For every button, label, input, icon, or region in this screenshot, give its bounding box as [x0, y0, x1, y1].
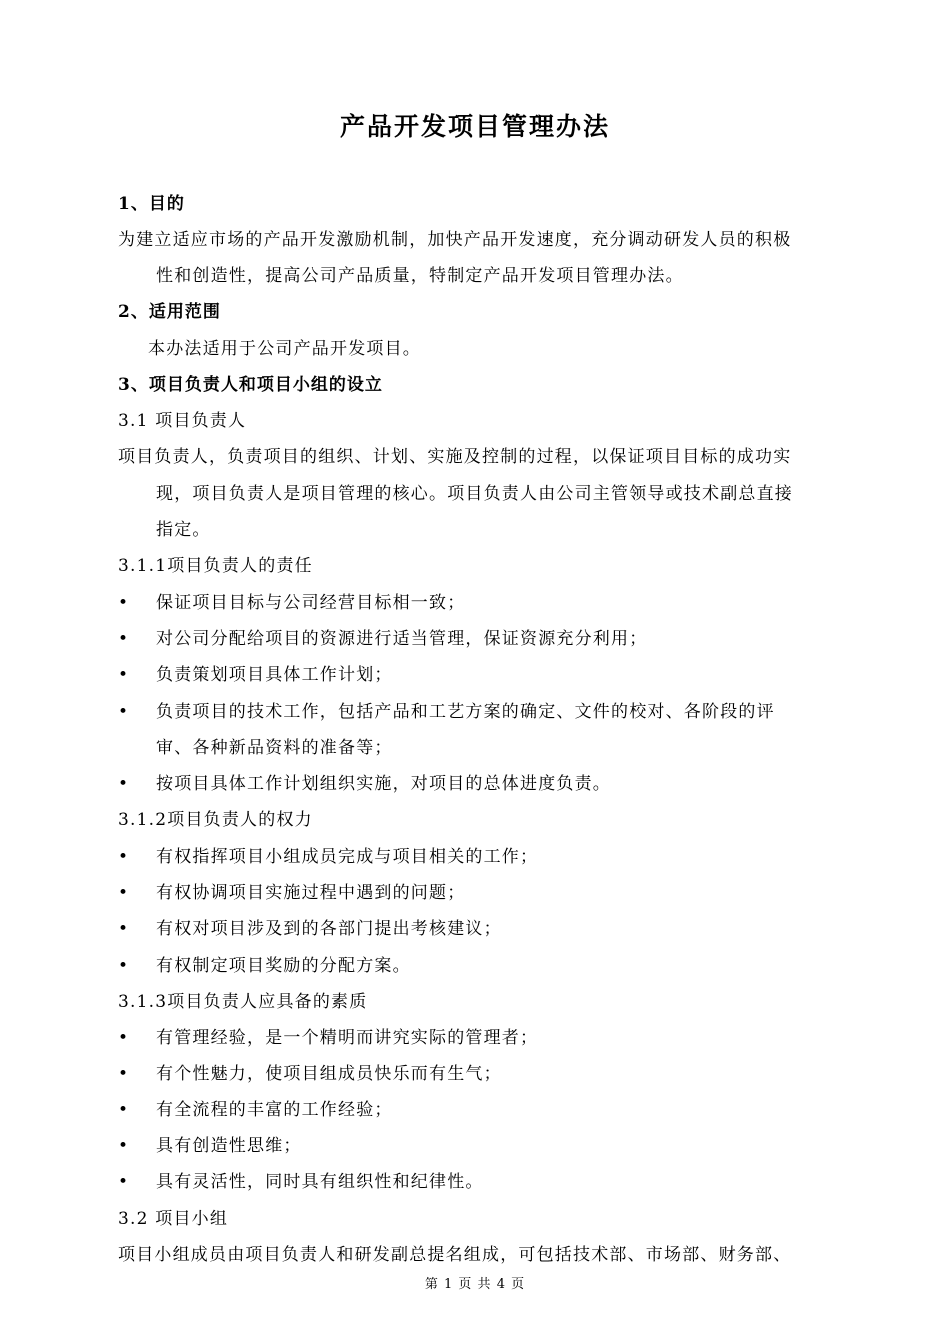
bullet-icon: • [118, 702, 129, 722]
bullet-icon: • [118, 629, 129, 649]
list-item: 有个性魅力，使项目组成员快乐而有生气； [156, 1064, 502, 1084]
bullet-icon: • [118, 774, 129, 794]
list-item: 负责策划项目具体工作计划； [156, 665, 393, 685]
section-2-paragraph: 本办法适用于公司产品开发项目。 [148, 339, 421, 359]
bullet-icon: • [118, 956, 129, 976]
list-item: 保证项目目标与公司经营目标相一致； [156, 593, 466, 613]
list-item: 有权对项目涉及到的各部门提出考核建议； [156, 919, 502, 939]
document-title: 产品开发项目管理办法 [339, 112, 610, 141]
page-footer: 第 1 页 共 4 页 [424, 1277, 526, 1292]
section-3-2-heading: 3.2 项目小组 [118, 1209, 229, 1229]
bullet-icon: • [118, 665, 129, 685]
list-item: 按项目具体工作计划组织实施，对项目的总体进度负责。 [156, 774, 611, 794]
bullet-icon: • [118, 593, 129, 613]
bullet-icon: • [118, 883, 129, 903]
bullet-icon: • [118, 1028, 129, 1048]
list-item: 有管理经验，是一个精明而讲究实际的管理者； [156, 1028, 539, 1048]
section-1-paragraph-line-1: 为建立适应市场的产品开发激励机制，加快产品开发速度，充分调动研发人员的积极 [118, 230, 792, 250]
list-item: 具有灵活性，同时具有组织性和纪律性。 [156, 1172, 484, 1192]
list-item: 具有创造性思维； [156, 1136, 302, 1156]
list-item: 负责项目的技术工作，包括产品和工艺方案的确定、文件的校对、各阶段的评 [156, 702, 775, 722]
list-item: 对公司分配给项目的资源进行适当管理，保证资源充分利用； [156, 629, 648, 649]
section-3-1-paragraph-line-3: 指定。 [156, 520, 211, 540]
bullet-icon: • [118, 919, 129, 939]
list-item: 有权制定项目奖励的分配方案。 [156, 956, 411, 976]
list-item: 有权协调项目实施过程中遇到的问题； [156, 883, 466, 903]
section-3-1-paragraph-line-2: 现，项目负责人是项目管理的核心。项目负责人由公司主管领导或技术副总直接 [156, 484, 793, 504]
section-1-paragraph-line-2: 性和创造性，提高公司产品质量，特制定产品开发项目管理办法。 [156, 266, 684, 286]
bullet-icon: • [118, 1136, 129, 1156]
section-3-1-paragraph-line-1: 项目负责人，负责项目的组织、计划、实施及控制的过程，以保证项目目标的成功实 [118, 447, 792, 467]
bullet-icon: • [118, 847, 129, 867]
list-item: 有权指挥项目小组成员完成与项目相关的工作； [156, 847, 539, 867]
section-3-1-heading: 3.1 项目负责人 [118, 411, 247, 431]
section-2-heading: 2、适用范围 [118, 302, 221, 322]
section-1-heading: 1、目的 [118, 194, 185, 214]
bullet-icon: • [118, 1100, 129, 1120]
section-3-1-3-heading: 3.1.3项目负责人应具备的素质 [118, 992, 368, 1012]
bullet-icon: • [118, 1172, 129, 1192]
list-item: 有全流程的丰富的工作经验； [156, 1100, 393, 1120]
list-item-continuation: 审、各种新品资料的准备等； [156, 738, 393, 758]
section-3-1-2-heading: 3.1.2项目负责人的权力 [118, 810, 313, 830]
bullet-icon: • [118, 1064, 129, 1084]
section-3-2-paragraph-line-1: 项目小组成员由项目负责人和研发副总提名组成，可包括技术部、市场部、财务部、 [118, 1245, 792, 1265]
section-3-heading: 3、项目负责人和项目小组的设立 [118, 375, 383, 395]
section-3-1-1-heading: 3.1.1项目负责人的责任 [118, 556, 313, 576]
